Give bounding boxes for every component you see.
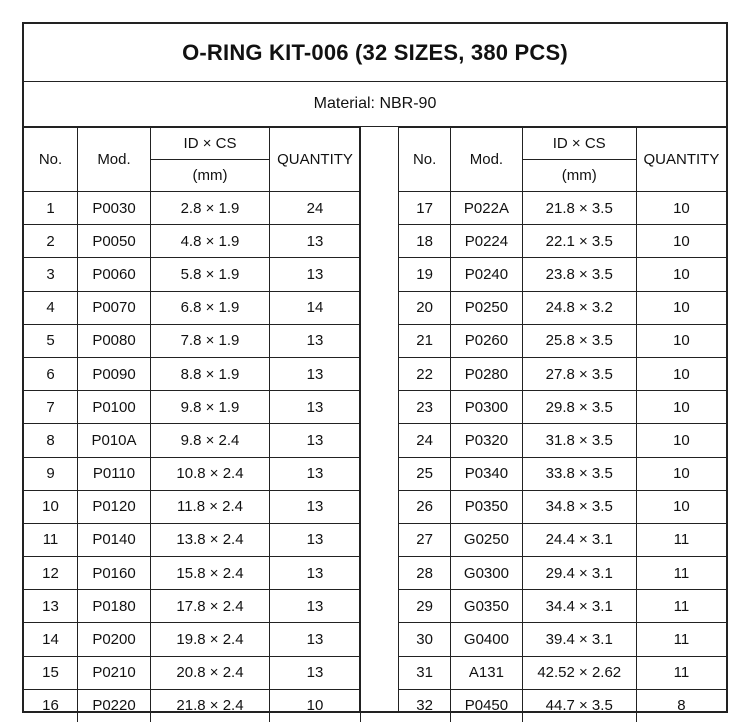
cell-mod: P0050 — [78, 225, 151, 258]
cell-size: 7.8 × 1.9 — [151, 324, 270, 357]
table-row — [24, 623, 361, 656]
table-row — [24, 324, 361, 357]
table-row — [24, 291, 361, 324]
cell-size: 13.8 × 2.4 — [151, 523, 270, 556]
table-row — [399, 291, 726, 324]
cell-size: 15.8 × 2.4 — [151, 557, 270, 590]
cell-quantity: 13 — [270, 424, 361, 457]
cell-mod: P0300 — [451, 391, 522, 424]
header-quantity: QUANTITY — [270, 128, 361, 192]
cell-mod: P0100 — [78, 391, 151, 424]
cell-quantity: 13 — [270, 623, 361, 656]
cell-no: 2 — [24, 225, 78, 258]
header-mod: Mod. — [451, 128, 522, 192]
table-row — [24, 357, 361, 390]
cell-size: 22.1 × 3.5 — [522, 225, 636, 258]
table-row — [399, 590, 726, 623]
cell-quantity: 10 — [270, 689, 361, 722]
cell-mod: A131 — [451, 656, 522, 689]
cell-no: 17 — [399, 192, 451, 225]
cell-quantity: 10 — [636, 357, 726, 390]
table-row — [24, 258, 361, 291]
table-row — [24, 523, 361, 556]
cell-size: 10.8 × 2.4 — [151, 457, 270, 490]
cell-no: 32 — [399, 689, 451, 722]
cell-no: 12 — [24, 557, 78, 590]
cell-size: 42.52 × 2.62 — [522, 656, 636, 689]
cell-no: 4 — [24, 291, 78, 324]
cell-no: 25 — [399, 457, 451, 490]
size-tables — [24, 127, 726, 713]
cell-no: 21 — [399, 324, 451, 357]
table-row — [399, 324, 726, 357]
table-row — [24, 424, 361, 457]
header-unit: (mm) — [522, 160, 636, 192]
cell-no: 14 — [24, 623, 78, 656]
header-mod: Mod. — [78, 128, 151, 192]
cell-mod: P0180 — [78, 590, 151, 623]
table-row — [399, 424, 726, 457]
table-row — [399, 457, 726, 490]
cell-quantity: 11 — [636, 523, 726, 556]
cell-quantity: 11 — [636, 557, 726, 590]
header-id-cs: ID × CS — [522, 128, 636, 160]
cell-no: 28 — [399, 557, 451, 590]
cell-no: 15 — [24, 656, 78, 689]
cell-quantity: 13 — [270, 258, 361, 291]
cell-size: 21.8 × 2.4 — [151, 689, 270, 722]
cell-quantity: 10 — [636, 225, 726, 258]
cell-size: 31.8 × 3.5 — [522, 424, 636, 457]
cell-size: 34.4 × 3.1 — [522, 590, 636, 623]
table-row — [24, 192, 361, 225]
cell-no: 20 — [399, 291, 451, 324]
cell-size: 11.8 × 2.4 — [151, 490, 270, 523]
cell-no: 18 — [399, 225, 451, 258]
cell-size: 2.8 × 1.9 — [151, 192, 270, 225]
cell-mod: P022A — [451, 192, 522, 225]
table-row — [24, 225, 361, 258]
cell-size: 27.8 × 3.5 — [522, 357, 636, 390]
cell-size: 20.8 × 2.4 — [151, 656, 270, 689]
cell-mod: P0320 — [451, 424, 522, 457]
cell-quantity: 13 — [270, 557, 361, 590]
cell-quantity: 10 — [636, 291, 726, 324]
table-row — [399, 258, 726, 291]
table-row — [399, 357, 726, 390]
cell-quantity: 10 — [636, 391, 726, 424]
cell-size: 25.8 × 3.5 — [522, 324, 636, 357]
cell-size: 9.8 × 1.9 — [151, 391, 270, 424]
cell-mod: G0400 — [451, 623, 522, 656]
cell-quantity: 13 — [270, 225, 361, 258]
material-label: Material: NBR-90 — [24, 82, 726, 127]
cell-quantity: 24 — [270, 192, 361, 225]
cell-size: 9.8 × 2.4 — [151, 424, 270, 457]
cell-quantity: 13 — [270, 324, 361, 357]
cell-no: 10 — [24, 490, 78, 523]
cell-mod: P0280 — [451, 357, 522, 390]
cell-size: 17.8 × 2.4 — [151, 590, 270, 623]
cell-quantity: 10 — [636, 258, 726, 291]
table-row — [399, 490, 726, 523]
header-id-cs: ID × CS — [151, 128, 270, 160]
cell-no: 19 — [399, 258, 451, 291]
table-row — [24, 457, 361, 490]
cell-no: 5 — [24, 324, 78, 357]
cell-quantity: 13 — [270, 357, 361, 390]
cell-size: 29.8 × 3.5 — [522, 391, 636, 424]
cell-mod: P0224 — [451, 225, 522, 258]
cell-no: 29 — [399, 590, 451, 623]
cell-mod: P0260 — [451, 324, 522, 357]
cell-mod: G0250 — [451, 523, 522, 556]
cell-quantity: 13 — [270, 523, 361, 556]
table-row — [399, 391, 726, 424]
cell-no: 24 — [399, 424, 451, 457]
cell-mod: P0090 — [78, 357, 151, 390]
header-no: No. — [399, 128, 451, 192]
table-row — [399, 557, 726, 590]
cell-size: 34.8 × 3.5 — [522, 490, 636, 523]
cell-no: 7 — [24, 391, 78, 424]
table-row — [399, 656, 726, 689]
cell-quantity: 11 — [636, 623, 726, 656]
cell-mod: P010A — [78, 424, 151, 457]
cell-quantity: 10 — [636, 490, 726, 523]
size-table-left — [24, 127, 361, 722]
header-no: No. — [24, 128, 78, 192]
cell-no: 3 — [24, 258, 78, 291]
cell-size: 44.7 × 3.5 — [522, 689, 636, 722]
cell-quantity: 10 — [636, 457, 726, 490]
table-row — [24, 557, 361, 590]
cell-quantity: 13 — [270, 490, 361, 523]
cell-no: 16 — [24, 689, 78, 722]
cell-mod: P0350 — [451, 490, 522, 523]
header-quantity: QUANTITY — [636, 128, 726, 192]
cell-size: 5.8 × 1.9 — [151, 258, 270, 291]
cell-quantity: 10 — [636, 324, 726, 357]
table-row — [399, 225, 726, 258]
cell-size: 8.8 × 1.9 — [151, 357, 270, 390]
cell-size: 21.8 × 3.5 — [522, 192, 636, 225]
cell-mod: G0350 — [451, 590, 522, 623]
oring-kit-sheet — [22, 22, 728, 713]
cell-mod: P0120 — [78, 490, 151, 523]
cell-no: 22 — [399, 357, 451, 390]
cell-mod: G0300 — [451, 557, 522, 590]
cell-quantity: 13 — [270, 457, 361, 490]
cell-quantity: 13 — [270, 391, 361, 424]
cell-mod: P0200 — [78, 623, 151, 656]
cell-quantity: 14 — [270, 291, 361, 324]
cell-size: 33.8 × 3.5 — [522, 457, 636, 490]
cell-quantity: 13 — [270, 590, 361, 623]
table-row — [399, 523, 726, 556]
cell-mod: P0220 — [78, 689, 151, 722]
cell-quantity: 8 — [636, 689, 726, 722]
table-divider — [359, 127, 399, 713]
cell-no: 31 — [399, 656, 451, 689]
cell-mod: P0240 — [451, 258, 522, 291]
kit-title: O-RING KIT-006 (32 SIZES, 380 PCS) — [24, 24, 726, 82]
cell-mod: P0210 — [78, 656, 151, 689]
cell-mod: P0070 — [78, 291, 151, 324]
cell-size: 4.8 × 1.9 — [151, 225, 270, 258]
cell-mod: P0160 — [78, 557, 151, 590]
cell-quantity: 13 — [270, 656, 361, 689]
cell-quantity: 10 — [636, 192, 726, 225]
cell-no: 1 — [24, 192, 78, 225]
table-row — [24, 490, 361, 523]
cell-size: 29.4 × 3.1 — [522, 557, 636, 590]
cell-size: 24.8 × 3.2 — [522, 291, 636, 324]
cell-quantity: 10 — [636, 424, 726, 457]
cell-no: 8 — [24, 424, 78, 457]
cell-mod: P0250 — [451, 291, 522, 324]
cell-mod: P0340 — [451, 457, 522, 490]
cell-no: 6 — [24, 357, 78, 390]
cell-no: 23 — [399, 391, 451, 424]
cell-quantity: 11 — [636, 590, 726, 623]
cell-mod: P0140 — [78, 523, 151, 556]
cell-size: 24.4 × 3.1 — [522, 523, 636, 556]
table-row — [24, 689, 361, 722]
table-row — [24, 391, 361, 424]
table-row — [399, 192, 726, 225]
cell-size: 6.8 × 1.9 — [151, 291, 270, 324]
cell-no: 30 — [399, 623, 451, 656]
cell-mod: P0080 — [78, 324, 151, 357]
cell-size: 23.8 × 3.5 — [522, 258, 636, 291]
cell-mod: P0450 — [451, 689, 522, 722]
cell-no: 27 — [399, 523, 451, 556]
table-row — [24, 656, 361, 689]
cell-no: 26 — [399, 490, 451, 523]
cell-no: 11 — [24, 523, 78, 556]
table-row — [399, 689, 726, 722]
cell-quantity: 11 — [636, 656, 726, 689]
cell-size: 39.4 × 3.1 — [522, 623, 636, 656]
cell-mod: P0110 — [78, 457, 151, 490]
size-table-right — [399, 127, 726, 722]
table-row — [24, 590, 361, 623]
cell-mod: P0060 — [78, 258, 151, 291]
table-body-left — [24, 192, 361, 723]
cell-no: 9 — [24, 457, 78, 490]
table-row — [399, 623, 726, 656]
header-unit: (mm) — [151, 160, 270, 192]
cell-mod: P0030 — [78, 192, 151, 225]
cell-no: 13 — [24, 590, 78, 623]
cell-size: 19.8 × 2.4 — [151, 623, 270, 656]
table-body-right — [399, 192, 726, 723]
